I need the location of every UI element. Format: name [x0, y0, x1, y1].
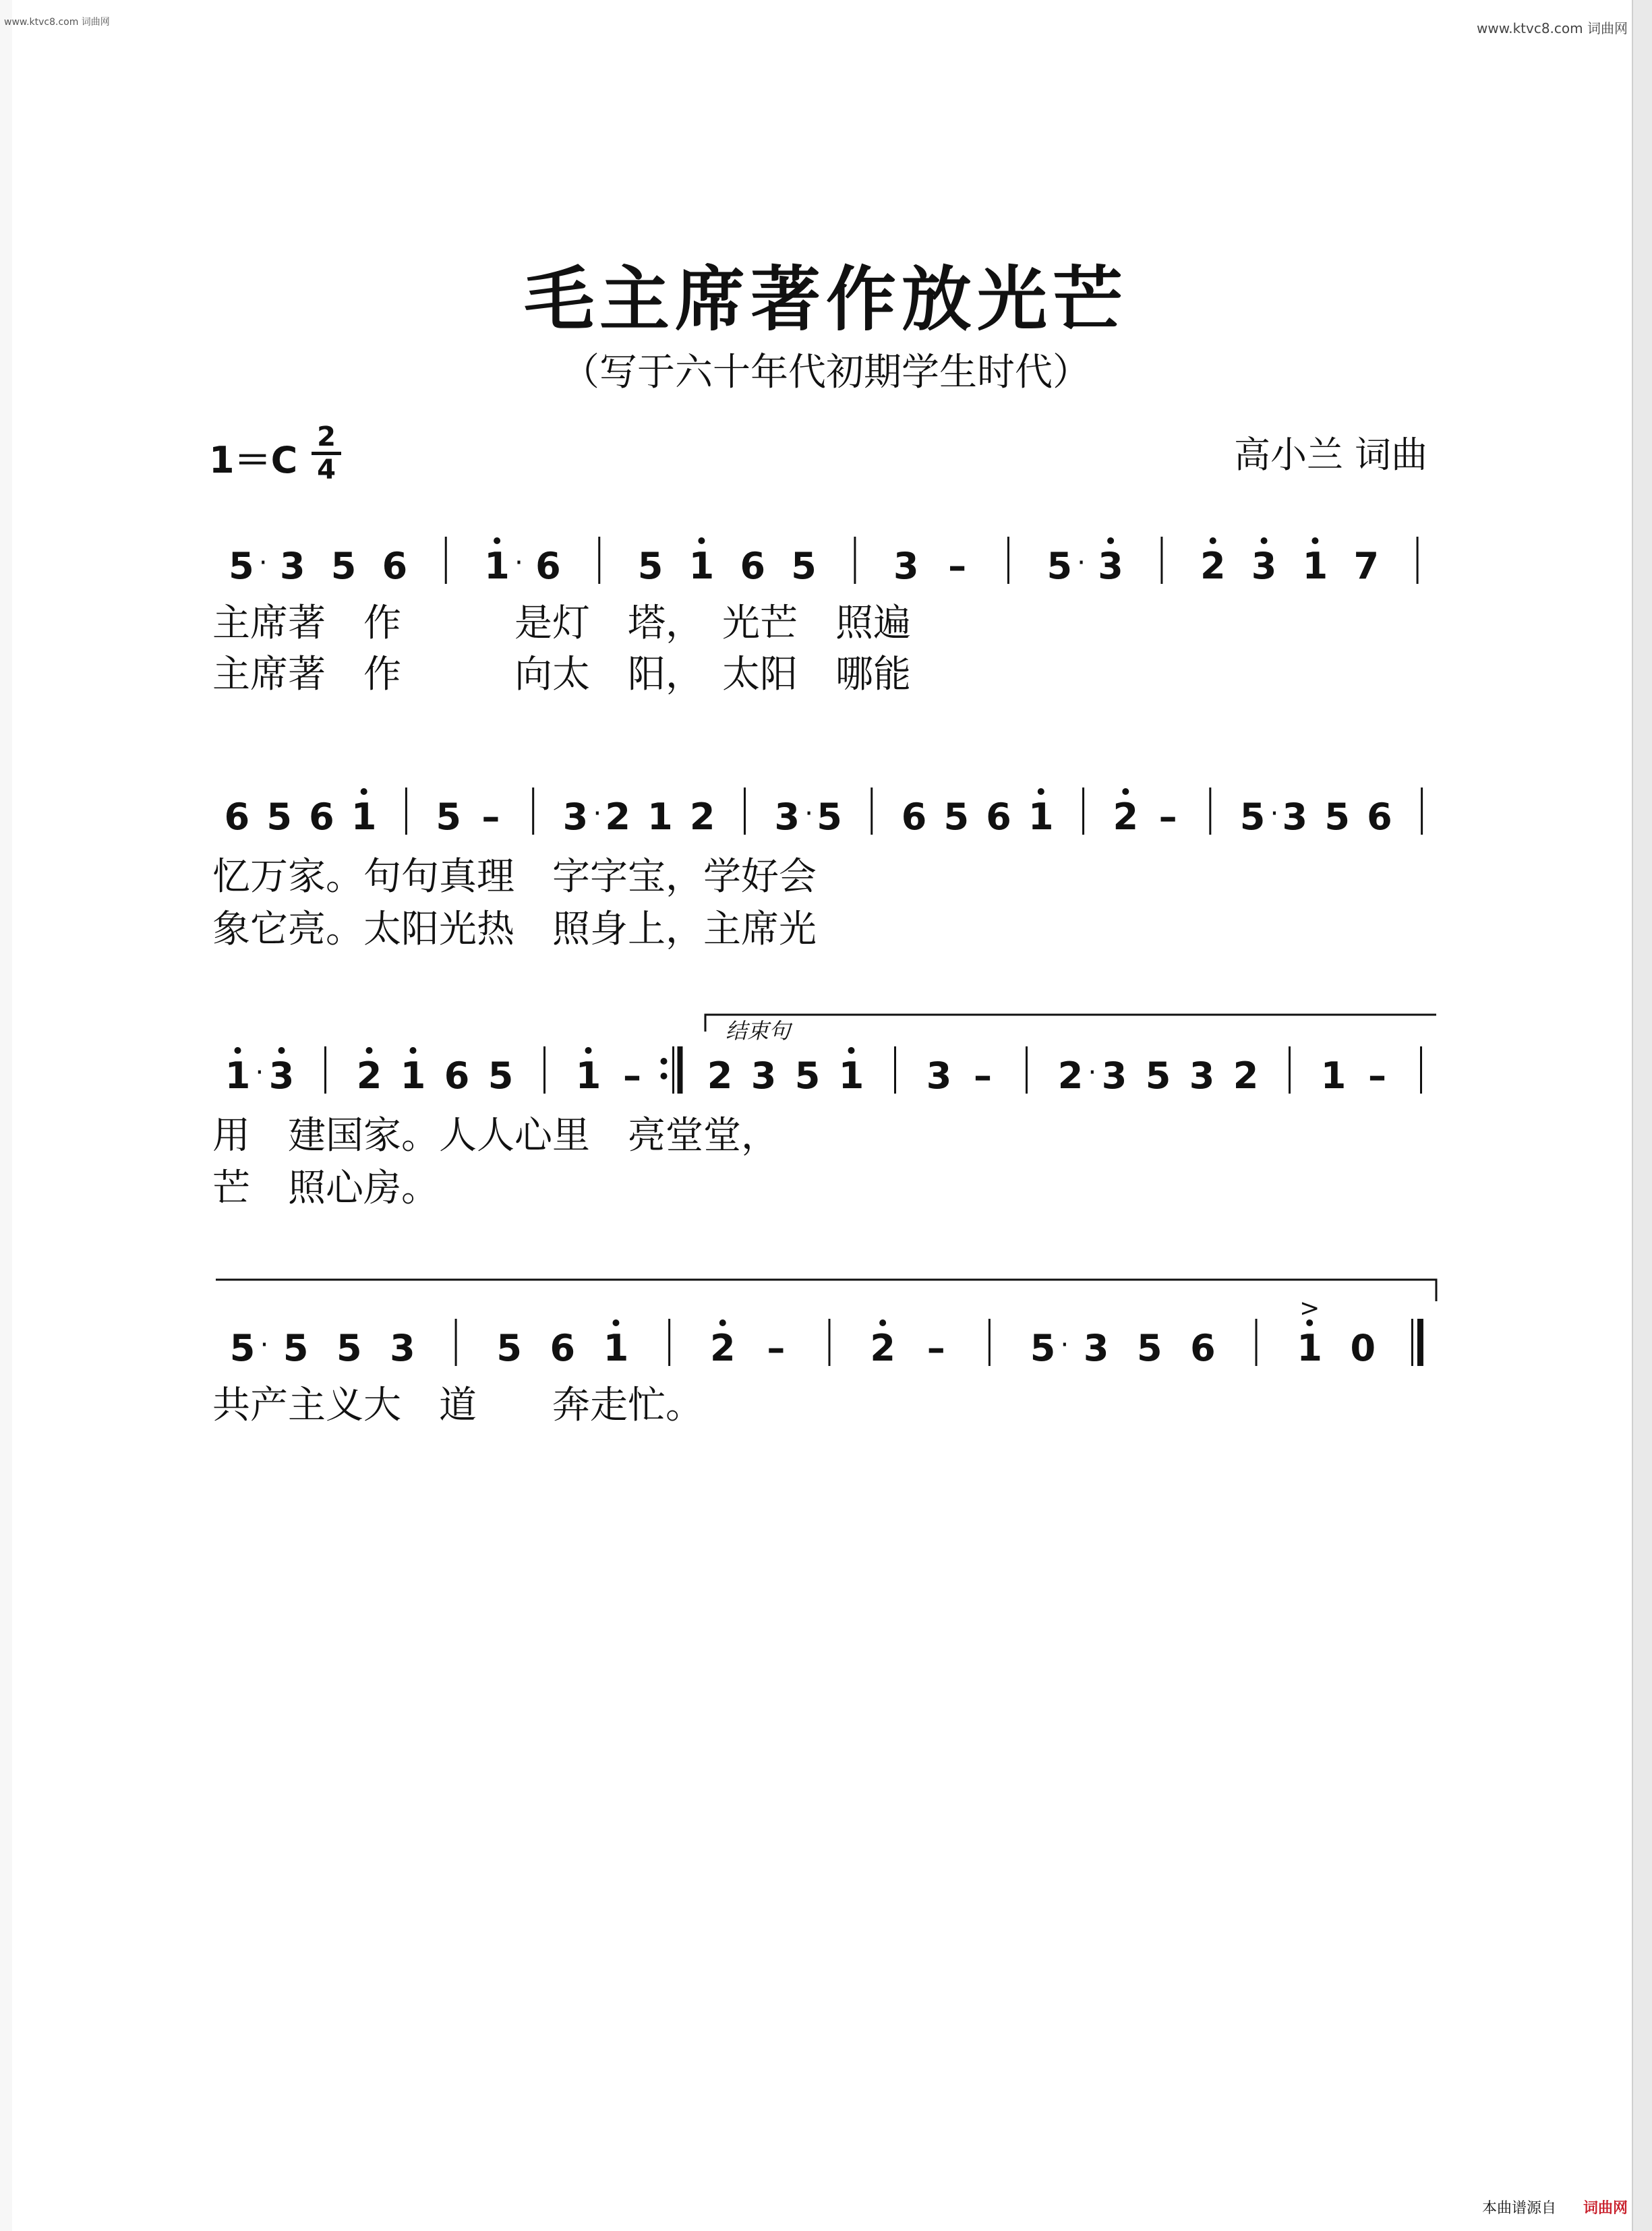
- note-numeral: 6: [224, 796, 250, 838]
- key-signature: 1＝C: [209, 439, 298, 481]
- octave-dot: [366, 1047, 373, 1054]
- octave-dot: [1107, 537, 1114, 544]
- note-numeral: 2: [1113, 796, 1139, 838]
- note-numeral: 5: [336, 1327, 362, 1369]
- time-numerator: 2: [317, 421, 336, 452]
- note-numeral: 1: [838, 1054, 864, 1097]
- note-numeral: 2: [1200, 545, 1226, 587]
- note-numeral: 5: [794, 1054, 821, 1097]
- octave-dot: [1210, 537, 1216, 544]
- note-numeral: 6: [382, 545, 408, 587]
- note-numeral: –: [767, 1327, 786, 1369]
- footer-note: [1482, 2197, 1628, 2218]
- octave-dot: [494, 537, 500, 544]
- duration-dot: ·: [593, 798, 602, 829]
- duration-dot: ·: [1270, 798, 1279, 829]
- note-numeral: 3: [1101, 1054, 1127, 1097]
- octave-dot: [1122, 788, 1129, 795]
- note-numeral: –: [1368, 1054, 1386, 1097]
- note-numeral: 2: [707, 1054, 733, 1097]
- note-numeral: 5: [229, 1327, 256, 1369]
- note-numeral: –: [1158, 796, 1177, 838]
- ending-bracket: [705, 1015, 1436, 1032]
- footer-source: 本曲谱源自: [1481, 2200, 1556, 2217]
- note-numeral: 3: [926, 1054, 952, 1097]
- octave-dot: [361, 788, 367, 795]
- note-numeral: 3: [268, 1054, 295, 1097]
- note-numeral: –: [974, 1054, 992, 1097]
- octave-dot: [1311, 537, 1318, 544]
- note-numeral: 5: [1136, 1327, 1162, 1369]
- ending-label: 结束句: [726, 1018, 791, 1044]
- note-numeral: 5: [943, 796, 970, 838]
- note-numeral: 2: [1057, 1054, 1084, 1097]
- note-numeral: 1: [484, 545, 510, 587]
- note-numeral: 6: [550, 1327, 576, 1369]
- octave-dot: [719, 1319, 726, 1326]
- note-numeral: –: [623, 1054, 641, 1097]
- note-numeral: –: [481, 796, 500, 838]
- note-numeral: 5: [488, 1054, 514, 1097]
- note-numeral: 5: [637, 545, 663, 587]
- note-numeral: 2: [605, 796, 630, 838]
- note-numeral: 6: [535, 545, 561, 587]
- note-numeral: 5: [266, 796, 292, 838]
- note-numeral: 1: [688, 545, 715, 587]
- note-numeral: 3: [1251, 545, 1277, 587]
- duration-dot: ·: [258, 547, 268, 578]
- note-numeral: 1: [1320, 1054, 1347, 1097]
- note-numeral: 6: [309, 796, 334, 838]
- note-numeral: 7: [1353, 545, 1380, 587]
- note-numeral: 1: [603, 1327, 629, 1369]
- note-numeral: 1: [1297, 1327, 1322, 1369]
- note-numeral: 5: [1030, 1327, 1056, 1369]
- site-watermark-left: www.ktvc8.com 词曲网: [4, 17, 110, 28]
- octave-dot: [879, 1319, 886, 1326]
- duration-dot: ·: [1060, 1330, 1069, 1361]
- duration-dot: ·: [514, 547, 523, 578]
- octave-dot: [1261, 537, 1268, 544]
- octave-dot: [410, 1047, 417, 1054]
- duration-dot: ·: [255, 1057, 264, 1088]
- octave-dot: [235, 1047, 241, 1054]
- note-numeral: 3: [562, 796, 589, 838]
- lyrics-line-3-verse-1: 用 建国家。人人心里 亮堂堂，: [212, 1114, 779, 1158]
- note-numeral: 0: [1350, 1327, 1376, 1369]
- duration-dot: ·: [1077, 547, 1086, 578]
- lyrics-line-2-verse-2: 象它亮。太阳光热 照身上，主席光: [212, 908, 817, 951]
- note-numeral: 3: [774, 796, 800, 838]
- note-numeral: 6: [444, 1054, 470, 1097]
- duration-dot: ·: [1088, 1057, 1097, 1088]
- note-numeral: 3: [1083, 1327, 1109, 1369]
- note-numeral: 5: [229, 545, 254, 587]
- octave-dot: [848, 1047, 855, 1054]
- continuation-bracket: [216, 1280, 1436, 1301]
- note-numeral: 3: [750, 1054, 777, 1097]
- note-numeral: 2: [709, 1327, 736, 1369]
- note-numeral: 3: [1189, 1054, 1215, 1097]
- footer-brand: 词曲网: [1583, 2200, 1628, 2217]
- note-numeral: 5: [330, 545, 357, 587]
- note-numeral: 6: [740, 545, 766, 587]
- note-numeral: 6: [901, 796, 927, 838]
- note-numeral: 5: [496, 1327, 523, 1369]
- song-subtitle: （写于六十年代初期学生时代）: [562, 351, 1090, 394]
- note-numeral: 1: [400, 1054, 426, 1097]
- accent-mark: >: [1299, 1295, 1320, 1322]
- note-numeral: 6: [1190, 1327, 1216, 1369]
- note-numeral: 5: [1046, 545, 1073, 587]
- note-numeral: 1: [1028, 796, 1054, 838]
- note-numeral: 3: [1098, 545, 1123, 587]
- note-numeral: –: [948, 545, 967, 587]
- note-numeral: 1: [575, 1054, 601, 1097]
- credit-line: 高小兰 词曲: [1234, 434, 1428, 476]
- note-numeral: 2: [356, 1054, 382, 1097]
- octave-dot: [612, 1319, 619, 1326]
- note-numeral: 5: [436, 796, 461, 838]
- note-numeral: 2: [689, 796, 715, 838]
- lyrics-line-4-verse-1: 共产主义大 道 奔走忙。: [212, 1384, 703, 1427]
- lyrics-line-1-verse-2: 主席著 作 向太 阳， 太阳 哪能: [212, 653, 911, 696]
- octave-dot: [698, 537, 705, 544]
- note-numeral: 1: [1302, 545, 1328, 587]
- octave-dot: [1038, 788, 1044, 795]
- note-numeral: 3: [893, 545, 919, 587]
- note-numeral: 5: [791, 545, 817, 587]
- note-numeral: –: [926, 1327, 945, 1369]
- lyrics-line-2-verse-1: 忆万家。句句真理 字字宝，学好会: [212, 855, 817, 899]
- duration-dot: ·: [260, 1330, 269, 1361]
- note-numeral: 5: [1239, 796, 1266, 838]
- time-denominator: 4: [317, 454, 336, 485]
- lyrics-line-3-verse-2: 芒 照心房。: [212, 1166, 439, 1210]
- note-numeral: 5: [1145, 1054, 1171, 1097]
- octave-dot: [585, 1047, 592, 1054]
- octave-dot: [278, 1047, 285, 1054]
- note-numeral: 3: [1282, 796, 1308, 838]
- repeat-dot: [661, 1073, 668, 1079]
- repeat-dot: [661, 1058, 668, 1065]
- note-numeral: 1: [647, 796, 673, 838]
- site-watermark-right: www.ktvc8.com 词曲网: [1476, 20, 1628, 36]
- note-numeral: 5: [1324, 796, 1350, 838]
- note-numeral: 2: [1233, 1054, 1259, 1097]
- note-numeral: 3: [390, 1327, 415, 1369]
- note-numeral: 1: [225, 1054, 251, 1097]
- lyrics-line-1-verse-1: 主席著 作 是灯 塔， 光芒 照遍: [212, 601, 911, 645]
- note-numeral: 6: [1367, 796, 1392, 838]
- note-numeral: 3: [279, 545, 305, 587]
- note-numeral: 5: [283, 1327, 309, 1369]
- note-numeral: 2: [870, 1327, 895, 1369]
- song-title: 毛主席著作放光芒: [523, 258, 1128, 340]
- note-numeral: 5: [817, 796, 842, 838]
- note-numeral: 1: [351, 796, 377, 838]
- note-numeral: 6: [986, 796, 1011, 838]
- duration-dot: ·: [804, 798, 813, 829]
